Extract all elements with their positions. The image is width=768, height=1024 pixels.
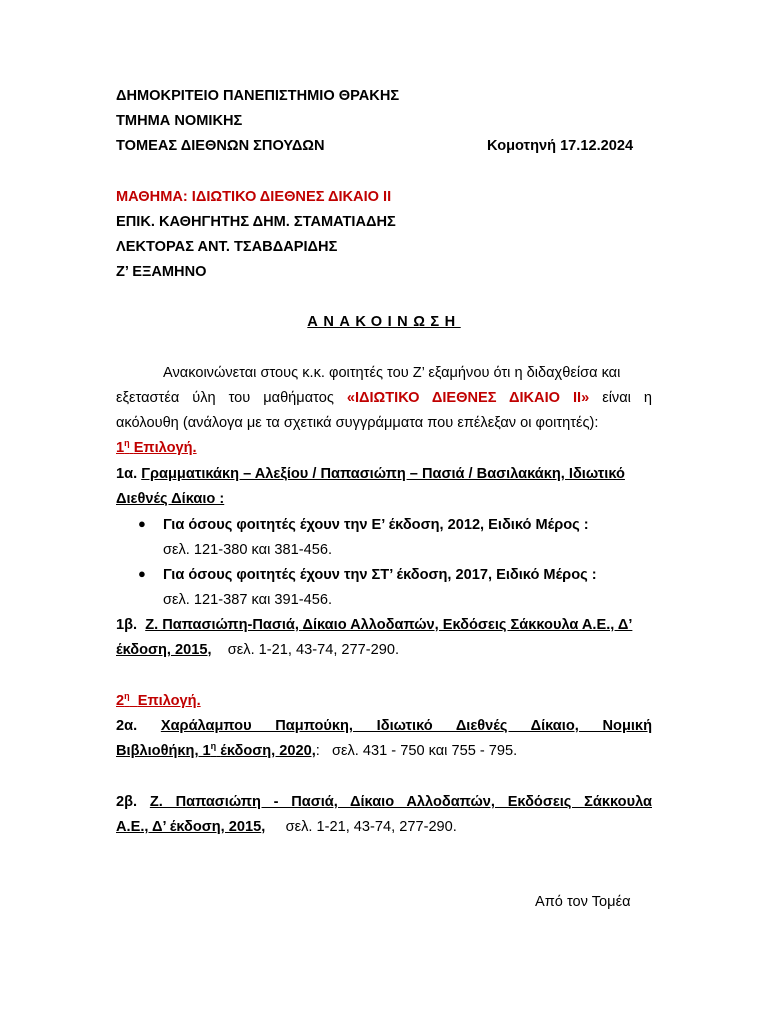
option1a-title-1: Γραμματικάκη – Αλεξίου / Παπασιώπη – Πασιά / Βασιλακάκη, Ιδιωτικό <box>141 466 625 482</box>
option2b-line-2: Α.Ε., Δ’ έκδοση, 2015, σελ. 1-21, 43-74, 277-290. <box>116 819 457 835</box>
option1b-pages: σελ. 1-21, 43-74, 277-290. <box>227 642 400 658</box>
bullet-icon: ● <box>138 566 146 581</box>
announcement-title: ΑΝΑΚΟΙΝΩΣΗ <box>307 314 461 330</box>
option2a-pages: σελ. 431 - 750 και 755 - 795. <box>331 743 518 759</box>
option2-heading-text: Επιλογή. <box>137 693 201 709</box>
course-subject: ΜΑΘΗΜΑ: ΙΔΙΩΤΙΚΟ ΔΙΕΘΝΕΣ ΔΙΚΑΙΟ ΙΙ <box>116 189 392 205</box>
option1b-title-1: Ζ. Παπασιώπη-Πασιά, Δίκαιο Αλλοδαπών, Εκδόσεις Σάκκουλα Α.Ε., Δ’ <box>145 617 633 633</box>
option1b-line-2: έκδοση, 2015, σελ. 1-21, 43-74, 277-290. <box>116 642 400 658</box>
sector-name: ΤΟΜΕΑΣ ΔΙΕΘΝΩΝ ΣΠΟΥΔΩΝ <box>116 138 325 154</box>
option2a-title-2-post: έκδοση, 2020, <box>220 743 316 759</box>
option1-heading-num: 1 <box>116 440 125 456</box>
option1a-label: 1α. <box>116 466 138 482</box>
option1a-title-2: Διεθνές Δίκαιο : <box>116 491 225 507</box>
option2b-title-2: Α.Ε., Δ’ έκδοση, 2015 <box>116 819 262 835</box>
department-name: ΤΜΗΜΑ ΝΟΜΙΚΗΣ <box>116 113 243 129</box>
option1a-bullet-2: Για όσους φοιτητές έχουν την ΣΤ’ έκδοση, 2017, Ειδικό Μέρος : <box>163 567 597 583</box>
option2a-title-1: Χαράλαμπου Παμπούκη, Ιδιωτικό Διεθνές Δίκαιο, Νομική <box>160 718 652 734</box>
signature: Από τον Τομέα <box>535 894 631 910</box>
option2a-label: 2α. <box>116 718 138 734</box>
intro-line-2 <box>116 389 652 407</box>
course-professor: ΕΠΙΚ. ΚΑΘΗΓΗΤΗΣ ΔΗΜ. ΣΤΑΜΑΤΙΑΔΗΣ <box>116 214 396 230</box>
course-semester: Ζ’ ΕΞΑΜΗΝΟ <box>116 264 207 280</box>
option2a-line-1 <box>116 717 652 735</box>
option2b-line-1 <box>116 793 652 811</box>
option1a-bullet-2-pages: σελ. 121-387 και 391-456. <box>163 592 332 608</box>
option2a-title-2-pre: Βιβλιοθήκη, 1 <box>116 743 211 759</box>
intro-line-3: ακόλουθη (ανάλογα με τα σχετικά συγγράμματα που επέλεξαν οι φοιτητές): <box>116 415 599 431</box>
option2b-pages: σελ. 1-21, 43-74, 277-290. <box>285 819 457 835</box>
course-lecturer: ΛΕΚΤΟΡΑΣ ΑΝΤ. ΤΣΑΒΔΑΡΙΔΗΣ <box>116 239 338 255</box>
intro-course-name: «ΙΔΙΩΤΙΚΟ ΔΙΕΘΝΕΣ ΔΙΚΑΙΟ ΙΙ» <box>346 390 590 406</box>
university-name: ΔΗΜΟΚΡΙΤΕΙΟ ΠΑΝΕΠΙΣΤΗΜΙΟ ΘΡΑΚΗΣ <box>116 88 400 104</box>
option2-heading-num: 2 <box>116 693 125 709</box>
option2a-title-2-sup: η <box>210 741 217 752</box>
option1b-line-1 <box>116 616 632 634</box>
place-date: Κομοτηνή 17.12.2024 <box>487 138 634 154</box>
option1b-title-2: έκδοση, 2015 <box>116 642 208 658</box>
option2b-label: 2β. <box>116 794 138 810</box>
option1a-bullet-1: Για όσους φοιτητές έχουν την Ε’ έκδοση, 2012, Ειδικό Μέρος : <box>163 517 589 533</box>
intro-line-2-before: εξεταστέα ύλη του μαθήματος <box>116 390 334 406</box>
option2-heading <box>116 692 201 710</box>
option1a-line-1 <box>116 465 652 483</box>
option1-heading-text: Επιλογή. <box>133 440 197 456</box>
intro-line-2-after: είναι η <box>602 390 652 406</box>
option2b-title-1: Ζ. Παπασιώπη - Πασιά, Δίκαιο Αλλοδαπών, Εκδόσεις Σάκκουλα <box>149 794 652 810</box>
option1-heading-sup: η <box>124 438 130 449</box>
option1a-bullet-1-pages: σελ. 121-380 και 381-456. <box>163 542 332 558</box>
intro-line-1: Ανακοινώνεται στους κ.κ. φοιτητές του Ζ’ εξαμήνου ότι η διδαχθείσα και <box>163 365 621 381</box>
option1b-label: 1β. <box>116 617 138 633</box>
option2-heading-sup: η <box>124 691 130 702</box>
option2a-line-2: Βιβλιοθήκη, $1^\eta$ έκδοση, 2020,: σελ. 431 - 750 και 755 - 795. <box>116 741 518 759</box>
option1-heading <box>116 439 197 457</box>
bullet-icon: ● <box>138 516 146 531</box>
